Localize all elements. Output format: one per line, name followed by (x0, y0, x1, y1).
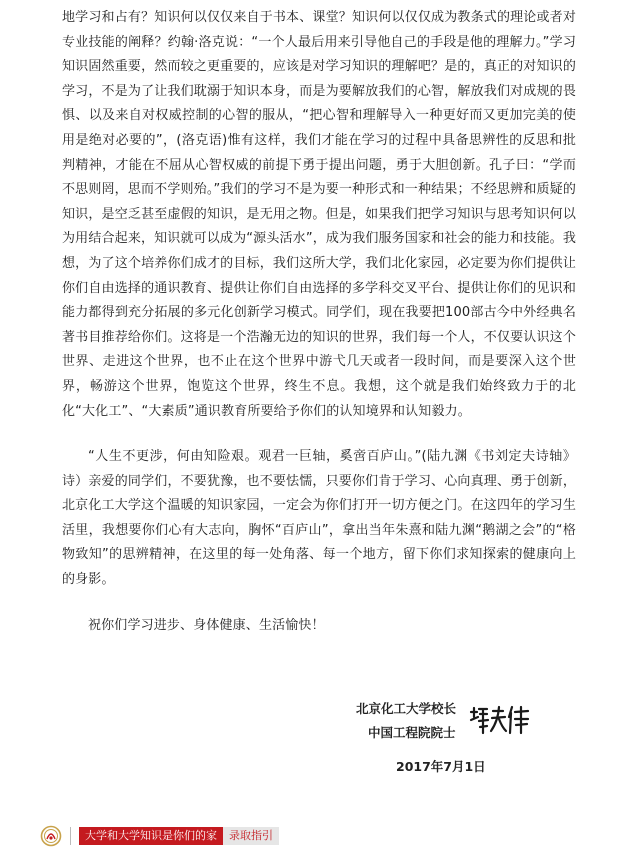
closing-wish: 祝你们学习进步、身体健康、生活愉快！ (88, 617, 325, 633)
page-footer (40, 825, 279, 847)
letter-body (62, 6, 576, 659)
footer-divider (70, 827, 71, 845)
signer-title: 北京化工大学校长 (356, 701, 457, 716)
signature-block (356, 697, 556, 774)
body-paragraph: 地学习和占有？知识何以仅仅来自于书本、课堂？知识何以仅仅成为教条式的理论或者对专业技能的阐释？约翰·洛克说：“一个人最后用来引导他自己的手段是他的理解力。”学习知识固然重要，然而较之更重要的，应该是对学习知识的理解吧？是的，真正的对知识的学习，不是为了让我们耽溺于知识本身，而是为要解放我们的心智，解放我们对成规的畏惧、以及来自对权威控制的心智的服从，“把心智和理解导入一种更好而又更加完美的使用是绝对必要的”，(洛克语)惟有这样，我们才能在学习的过程中具备思辨性的反思和批判精神，才能在不屈从心智权威的前提下勇于提出问题，勇于大胆创新。孔子曰：“学而不思则罔，思而不学则殆。”我们的学习不是为要一种形式和一种结果；不经思辨和质疑的知识，是空乏甚至虚假的知识，是无用之物。但是，如果我们把学习知识与思考知识何以为用结合起来，知识就可以成为“源头活水”，成为我们服务国家和社会的能力和技能。我想，为了这个培养你们成才的目标，我们这所大学，我们北化家园，必定要为你们提供让你们自由选择的通识教育、提供让你们自由选择的多学科交叉平台、提供让你们的见识和能力都得到充分拓展的多元化创新学习模式。同学们，现在我要把100部古今中外经典名著书目推荐给你们。这将是一个浩瀚无边的知识的世界，我们每一个人，不仅要认识这个世界、走进这个世界，也不止在这个世界中游弋几天或者一段时间，而是要深入这个世界，畅游这个世界，饱览这个世界，终生不息。我想，这个就是我们始终致力于的北化“大化工”、“大素质”通识教育所要给予你们的认知境界和认知毅力。 (62, 10, 576, 419)
body-paragraph: “人生不更涉，何由知险艰。观君一巨轴，奚啻百庐山。”(陆九渊《书刘定夫诗轴》诗）亲爱的同学们，不要犹豫，也不要怯懦，只要你们肯于学习、心向真理、勇于创新，北京化工大学这个温暖的知识家园，一定会为你们打开一切方便之门。在这四年的学习生活里，我想要你们心有大志向，胸怀“百庐山”，拿出当年朱熹和陆九渊“鹅湖之会”的“格物致知”的思辨精神，在这里的每一处角落、每一个地方，留下你们求知探索的健康向上的身影。 (62, 449, 576, 588)
footer-section-label: 大学和大学知识是你们的家 (79, 827, 223, 845)
university-logo-icon (40, 825, 62, 847)
handwritten-signature (468, 703, 532, 737)
letter-date: 2017年7月1日 (396, 759, 486, 774)
footer-chapter-label: 录取指引 (223, 827, 279, 845)
signer-academy: 中国工程院院士 (368, 725, 456, 740)
